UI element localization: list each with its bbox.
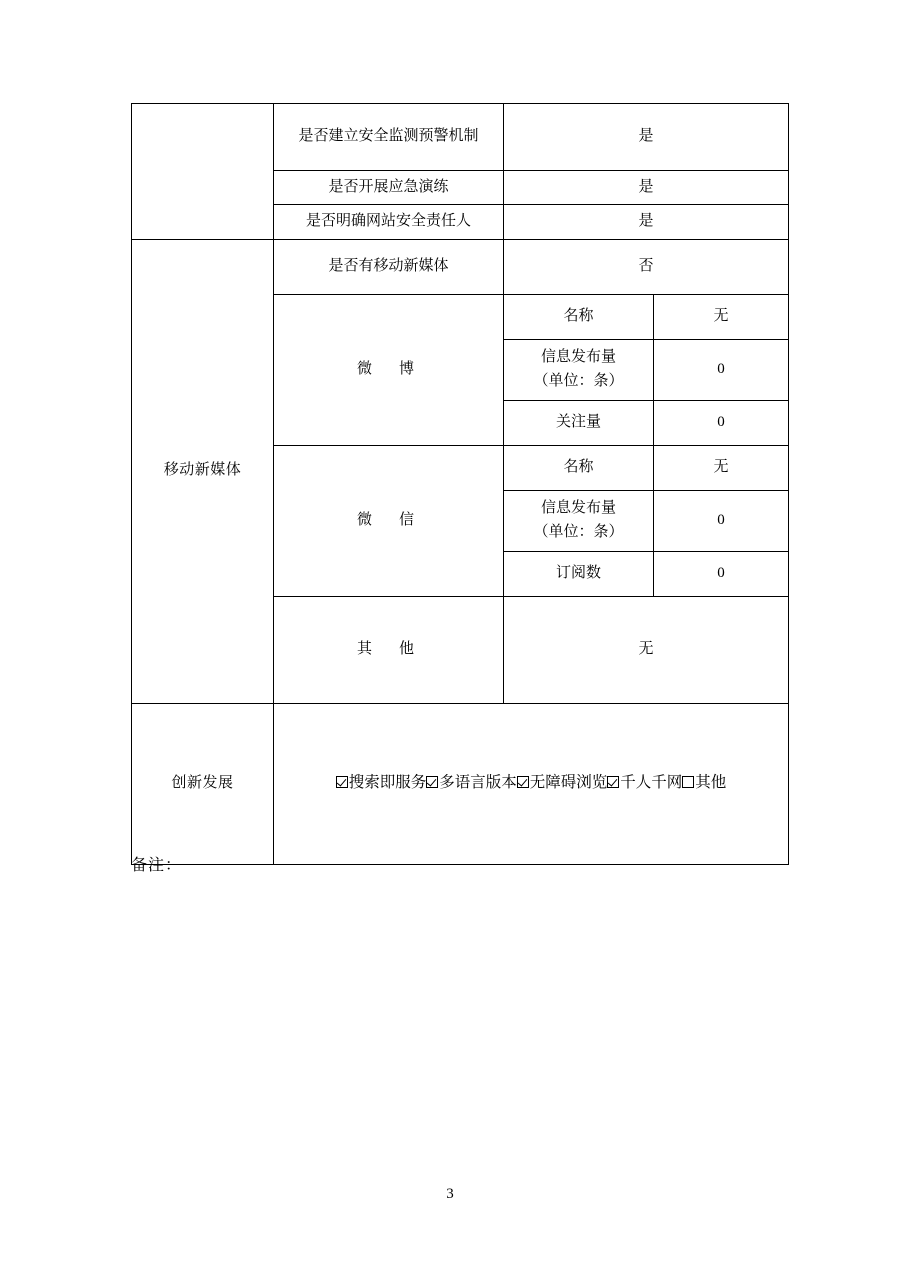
new-media-section-label: 移动新媒体 — [132, 239, 274, 703]
innovation-option-0-label: 搜索即服务 — [348, 774, 427, 792]
weibo-name-label: 名称 — [504, 294, 654, 339]
innovation-option-3[interactable] — [607, 774, 682, 791]
weibo-publish-count-value: 0 — [654, 339, 789, 400]
annual-report-table — [131, 103, 789, 865]
other-media-label: 其 他 — [274, 596, 504, 703]
weibo-publish-count-label-line1: 信息发布量 — [540, 349, 616, 366]
security-row-0-label: 是否建立安全监测预警机制 — [274, 104, 504, 171]
innovation-option-1[interactable] — [426, 774, 517, 791]
weibo-name-value: 无 — [654, 294, 789, 339]
weixin-publish-count-label-line2: （单位：条） — [533, 523, 624, 540]
table-row — [132, 239, 789, 294]
weixin-name-value: 无 — [654, 445, 789, 490]
weibo-followers-value: 0 — [654, 400, 789, 445]
has-new-media-value: 否 — [504, 239, 789, 294]
security-row-2-label: 是否明确网站安全责任人 — [274, 205, 504, 239]
page-number: 3 — [446, 1186, 454, 1202]
weibo-publish-count-label-line2: （单位：条） — [533, 372, 624, 389]
weixin-subscribers-value: 0 — [654, 551, 789, 596]
checkbox-icon[interactable] — [517, 776, 529, 788]
other-media-value: 无 — [504, 596, 789, 703]
table-row — [132, 104, 789, 171]
weixin-name-label: 名称 — [504, 445, 654, 490]
weibo-label: 微 博 — [274, 294, 504, 445]
checkbox-icon[interactable] — [607, 776, 619, 788]
weixin-publish-count-label — [504, 490, 654, 551]
weixin-publish-count-value: 0 — [654, 490, 789, 551]
weixin-subscribers-label: 订阅数 — [504, 551, 654, 596]
security-row-1-value: 是 — [504, 171, 789, 205]
weixin-publish-count-label-line1: 信息发布量 — [540, 500, 616, 517]
innovation-checkbox-list — [278, 771, 784, 795]
innovation-option-1-label: 多语言版本 — [439, 774, 517, 792]
checkbox-icon[interactable] — [336, 776, 348, 788]
security-section-label — [132, 104, 274, 240]
innovation-option-2[interactable] — [517, 774, 608, 791]
weixin-label: 微 信 — [274, 445, 504, 596]
innovation-option-4[interactable] — [682, 774, 726, 791]
innovation-option-3-label: 千人千网 — [620, 774, 683, 792]
remark-label: 备注： — [131, 857, 183, 874]
innovation-option-0[interactable] — [336, 774, 427, 791]
innovation-section-label: 创新发展 — [132, 703, 274, 864]
weibo-followers-label: 关注量 — [504, 400, 654, 445]
innovation-option-2-label: 无障碍浏览 — [529, 774, 608, 792]
checkbox-icon[interactable] — [682, 776, 694, 788]
security-row-0-value: 是 — [504, 104, 789, 171]
security-row-2-value: 是 — [504, 205, 789, 239]
has-new-media-label: 是否有移动新媒体 — [274, 239, 504, 294]
security-row-1-label: 是否开展应急演练 — [274, 171, 504, 205]
innovation-option-4-label: 其他 — [695, 774, 727, 792]
weibo-publish-count-label — [504, 339, 654, 400]
innovation-options-cell — [274, 703, 789, 864]
checkbox-icon[interactable] — [426, 776, 438, 788]
table-row — [132, 703, 789, 864]
